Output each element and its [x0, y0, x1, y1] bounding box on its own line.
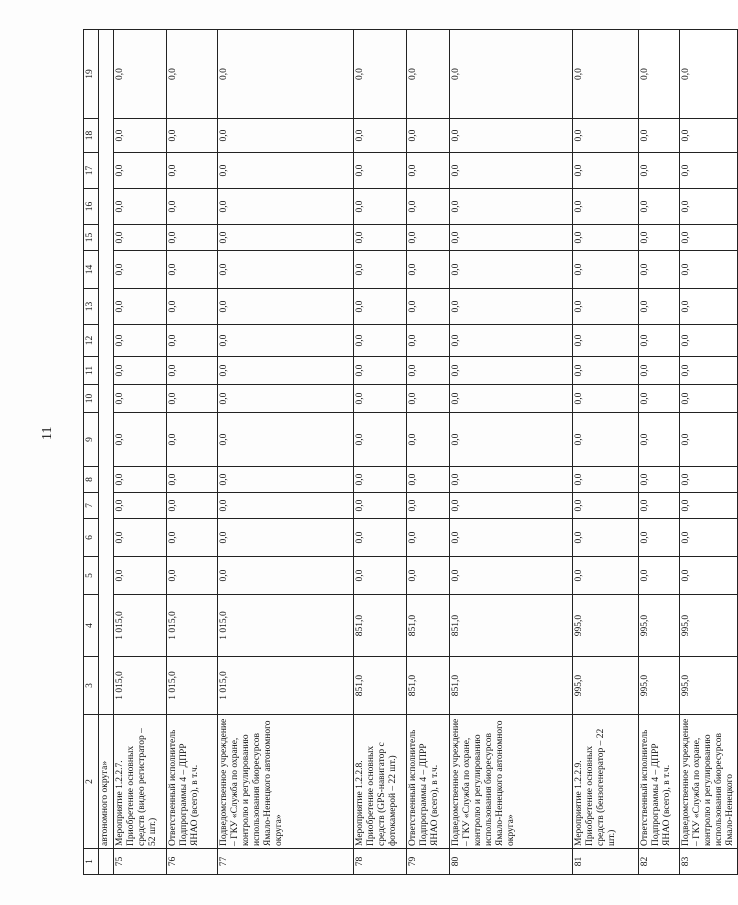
value-cell: 0,0: [450, 30, 573, 119]
continuation-text: автономного округа»: [99, 715, 114, 849]
value-cell: 0,0: [450, 153, 573, 189]
value-cell: 0,0: [680, 119, 738, 153]
value-cell: 0,0: [407, 153, 450, 189]
value-cell: 0,0: [680, 225, 738, 251]
value-cell: 0,0: [114, 289, 167, 325]
column-header: 14: [84, 251, 99, 289]
value-cell: 995,0: [639, 657, 680, 715]
value-cell: 0,0: [639, 251, 680, 289]
table-cell: [99, 30, 114, 715]
value-cell: 0,0: [354, 357, 407, 385]
value-cell: 0,0: [573, 189, 639, 225]
column-header: 8: [84, 467, 99, 493]
value-cell: 0,0: [167, 251, 218, 289]
value-cell: 995,0: [680, 595, 738, 657]
value-cell: 0,0: [167, 413, 218, 467]
value-cell: 0,0: [114, 413, 167, 467]
row-number: 79: [407, 849, 450, 875]
budget-table: [83, 29, 738, 875]
value-cell: 0,0: [407, 467, 450, 493]
value-cell: 0,0: [680, 385, 738, 413]
value-cell: 0,0: [573, 493, 639, 519]
value-cell: 0,0: [167, 225, 218, 251]
value-cell: 0,0: [167, 493, 218, 519]
value-cell: 0,0: [407, 251, 450, 289]
column-header: 9: [84, 413, 99, 467]
value-cell: 0,0: [407, 519, 450, 557]
value-cell: 0,0: [639, 325, 680, 357]
value-cell: 0,0: [639, 493, 680, 519]
value-cell: 0,0: [573, 413, 639, 467]
value-cell: 0,0: [407, 493, 450, 519]
value-cell: 0,0: [573, 119, 639, 153]
table-row: [573, 30, 639, 875]
value-cell: 0,0: [354, 251, 407, 289]
value-cell: 0,0: [573, 225, 639, 251]
row-description: Подведомственное учреждение – ГКУ «Служба по охране, контролю и регулированию использования биоресурсов Ямало-Ненецкого: [680, 715, 738, 849]
value-cell: 0,0: [114, 189, 167, 225]
row-description: Ответственный исполнитель Подпрограммы 4 – ДПРР ЯНАО (всего), в т.ч.: [407, 715, 450, 849]
table-row: [167, 30, 218, 875]
value-cell: 0,0: [573, 153, 639, 189]
value-cell: 995,0: [573, 595, 639, 657]
value-cell: 0,0: [450, 519, 573, 557]
value-cell: 0,0: [407, 385, 450, 413]
value-cell: 0,0: [218, 251, 354, 289]
value-cell: 0,0: [680, 357, 738, 385]
value-cell: 1 015,0: [114, 595, 167, 657]
value-cell: 0,0: [573, 357, 639, 385]
row-number: 75: [114, 849, 167, 875]
value-cell: 0,0: [407, 289, 450, 325]
value-cell: 0,0: [114, 153, 167, 189]
column-header: 2: [84, 715, 99, 849]
value-cell: 995,0: [573, 657, 639, 715]
value-cell: 0,0: [218, 413, 354, 467]
value-cell: 0,0: [354, 30, 407, 119]
value-cell: 0,0: [407, 225, 450, 251]
column-header: 3: [84, 657, 99, 715]
value-cell: 0,0: [680, 289, 738, 325]
value-cell: 0,0: [114, 225, 167, 251]
value-cell: 0,0: [167, 467, 218, 493]
column-header: 10: [84, 385, 99, 413]
value-cell: 0,0: [680, 413, 738, 467]
value-cell: 0,0: [450, 493, 573, 519]
value-cell: 0,0: [354, 519, 407, 557]
value-cell: 0,0: [407, 413, 450, 467]
value-cell: 0,0: [639, 119, 680, 153]
value-cell: 0,0: [218, 519, 354, 557]
continuation-row: [99, 30, 114, 875]
value-cell: 0,0: [218, 357, 354, 385]
value-cell: 0,0: [573, 251, 639, 289]
value-cell: 0,0: [680, 519, 738, 557]
value-cell: 995,0: [639, 595, 680, 657]
value-cell: 0,0: [167, 153, 218, 189]
value-cell: 0,0: [680, 251, 738, 289]
row-number: 81: [573, 849, 639, 875]
table-row: [407, 30, 450, 875]
value-cell: 0,0: [639, 519, 680, 557]
value-cell: 851,0: [354, 595, 407, 657]
value-cell: 0,0: [680, 189, 738, 225]
value-cell: 1 015,0: [167, 657, 218, 715]
value-cell: 0,0: [114, 325, 167, 357]
value-cell: 0,0: [354, 325, 407, 357]
value-cell: 0,0: [407, 189, 450, 225]
value-cell: 0,0: [450, 467, 573, 493]
value-cell: 0,0: [167, 357, 218, 385]
value-cell: 0,0: [450, 189, 573, 225]
value-cell: 0,0: [114, 385, 167, 413]
row-number: 83: [680, 849, 738, 875]
value-cell: 0,0: [218, 385, 354, 413]
value-cell: 0,0: [114, 493, 167, 519]
value-cell: 0,0: [354, 493, 407, 519]
row-number: 82: [639, 849, 680, 875]
value-cell: 0,0: [450, 385, 573, 413]
row-description: Мероприятие 1.2.2.9. Приобретение основных средств (бензогенератор – 22 шт.): [573, 715, 639, 849]
value-cell: 0,0: [573, 519, 639, 557]
value-cell: 851,0: [407, 595, 450, 657]
row-description: Подведомственное учреждение – ГКУ «Служба по охране, контролю и регулированию использования биоресурсов Ямало-Ненецкого автономного округа»: [450, 715, 573, 849]
value-cell: 0,0: [218, 30, 354, 119]
table-row: [354, 30, 407, 875]
row-number: 76: [167, 849, 218, 875]
value-cell: 0,0: [218, 467, 354, 493]
value-cell: 0,0: [354, 119, 407, 153]
value-cell: 0,0: [114, 519, 167, 557]
table-cell: [99, 849, 114, 875]
value-cell: 0,0: [354, 189, 407, 225]
table-row: [114, 30, 167, 875]
column-header: 1: [84, 849, 99, 875]
value-cell: 1 015,0: [114, 657, 167, 715]
column-header: 15: [84, 225, 99, 251]
column-header: 17: [84, 153, 99, 189]
value-cell: 0,0: [450, 413, 573, 467]
value-cell: 0,0: [573, 325, 639, 357]
value-cell: 0,0: [573, 557, 639, 595]
value-cell: 0,0: [114, 357, 167, 385]
table-row: [680, 30, 738, 875]
value-cell: 0,0: [354, 385, 407, 413]
column-header: 12: [84, 325, 99, 357]
value-cell: 0,0: [407, 30, 450, 119]
value-cell: 0,0: [639, 30, 680, 119]
value-cell: 0,0: [639, 289, 680, 325]
value-cell: 0,0: [573, 30, 639, 119]
value-cell: 851,0: [450, 595, 573, 657]
value-cell: 0,0: [354, 557, 407, 595]
value-cell: 0,0: [218, 493, 354, 519]
value-cell: 0,0: [218, 225, 354, 251]
row-number: 78: [354, 849, 407, 875]
table-row: [218, 30, 354, 875]
value-cell: 0,0: [167, 30, 218, 119]
value-cell: 0,0: [450, 289, 573, 325]
column-header: 4: [84, 595, 99, 657]
value-cell: 1 015,0: [167, 595, 218, 657]
column-header: 16: [84, 189, 99, 225]
row-description: Мероприятие 1.2.2.8. Приобретение основных средств (GPS-навигатор с фотокамерой – 22 шт.): [354, 715, 407, 849]
value-cell: 0,0: [407, 325, 450, 357]
value-cell: 0,0: [680, 493, 738, 519]
column-header: 13: [84, 289, 99, 325]
row-description: Ответственный исполнитель Подпрограммы 4 – ДПРР ЯНАО (всего), в т.ч.: [167, 715, 218, 849]
value-cell: 0,0: [167, 557, 218, 595]
page-number: 11: [40, 426, 55, 440]
value-cell: 0,0: [639, 413, 680, 467]
value-cell: 0,0: [639, 557, 680, 595]
column-header: 6: [84, 519, 99, 557]
value-cell: 851,0: [407, 657, 450, 715]
table-row: [639, 30, 680, 875]
value-cell: 0,0: [114, 557, 167, 595]
column-header: 7: [84, 493, 99, 519]
value-cell: 0,0: [639, 357, 680, 385]
value-cell: 0,0: [354, 225, 407, 251]
value-cell: 0,0: [639, 225, 680, 251]
value-cell: 995,0: [680, 657, 738, 715]
value-cell: 0,0: [407, 119, 450, 153]
value-cell: 0,0: [407, 557, 450, 595]
value-cell: 0,0: [680, 30, 738, 119]
row-description: Мероприятие 1.2.2.7. Приобретение основных средств (видео регистратор – 52 шт.): [114, 715, 167, 849]
row-description: Подведомственное учреждение – ГКУ «Служба по охране, контролю и регулированию использования биоресурсов Ямало-Ненецкого автономного округа»: [218, 715, 354, 849]
value-cell: 0,0: [354, 289, 407, 325]
value-cell: 0,0: [354, 413, 407, 467]
value-cell: 0,0: [450, 557, 573, 595]
value-cell: 0,0: [450, 325, 573, 357]
value-cell: 0,0: [114, 467, 167, 493]
value-cell: 1 015,0: [218, 657, 354, 715]
value-cell: 0,0: [167, 519, 218, 557]
value-cell: 0,0: [450, 251, 573, 289]
column-header: 19: [84, 30, 99, 119]
value-cell: 0,0: [450, 225, 573, 251]
value-cell: 0,0: [407, 357, 450, 385]
value-cell: 0,0: [167, 189, 218, 225]
value-cell: 0,0: [218, 189, 354, 225]
value-cell: 851,0: [450, 657, 573, 715]
value-cell: 0,0: [218, 557, 354, 595]
value-cell: 0,0: [114, 119, 167, 153]
value-cell: 0,0: [573, 385, 639, 413]
value-cell: 0,0: [354, 467, 407, 493]
table-header-row: [84, 30, 99, 875]
value-cell: 851,0: [354, 657, 407, 715]
column-header: 18: [84, 119, 99, 153]
value-cell: 0,0: [167, 119, 218, 153]
row-number: 80: [450, 849, 573, 875]
value-cell: 0,0: [680, 325, 738, 357]
value-cell: 0,0: [114, 30, 167, 119]
row-number: 77: [218, 849, 354, 875]
value-cell: 0,0: [218, 153, 354, 189]
rotated-table-sheet: [83, 30, 735, 875]
value-cell: 0,0: [167, 289, 218, 325]
value-cell: 0,0: [218, 325, 354, 357]
value-cell: 0,0: [114, 251, 167, 289]
row-description: Ответственный исполнитель Подпрограммы 4 – ДПРР ЯНАО (всего), в т.ч.: [639, 715, 680, 849]
value-cell: 0,0: [680, 153, 738, 189]
value-cell: 0,0: [639, 153, 680, 189]
value-cell: 0,0: [639, 385, 680, 413]
value-cell: 0,0: [680, 557, 738, 595]
value-cell: 0,0: [167, 385, 218, 413]
value-cell: 0,0: [639, 189, 680, 225]
value-cell: 0,0: [639, 467, 680, 493]
value-cell: 0,0: [573, 467, 639, 493]
value-cell: 0,0: [167, 325, 218, 357]
value-cell: 0,0: [450, 119, 573, 153]
value-cell: 0,0: [218, 289, 354, 325]
value-cell: 0,0: [680, 467, 738, 493]
table-row: [450, 30, 573, 875]
value-cell: 1 015,0: [218, 595, 354, 657]
value-cell: 0,0: [450, 357, 573, 385]
value-cell: 0,0: [354, 153, 407, 189]
value-cell: 0,0: [218, 119, 354, 153]
column-header: 5: [84, 557, 99, 595]
value-cell: 0,0: [573, 289, 639, 325]
column-header: 11: [84, 357, 99, 385]
